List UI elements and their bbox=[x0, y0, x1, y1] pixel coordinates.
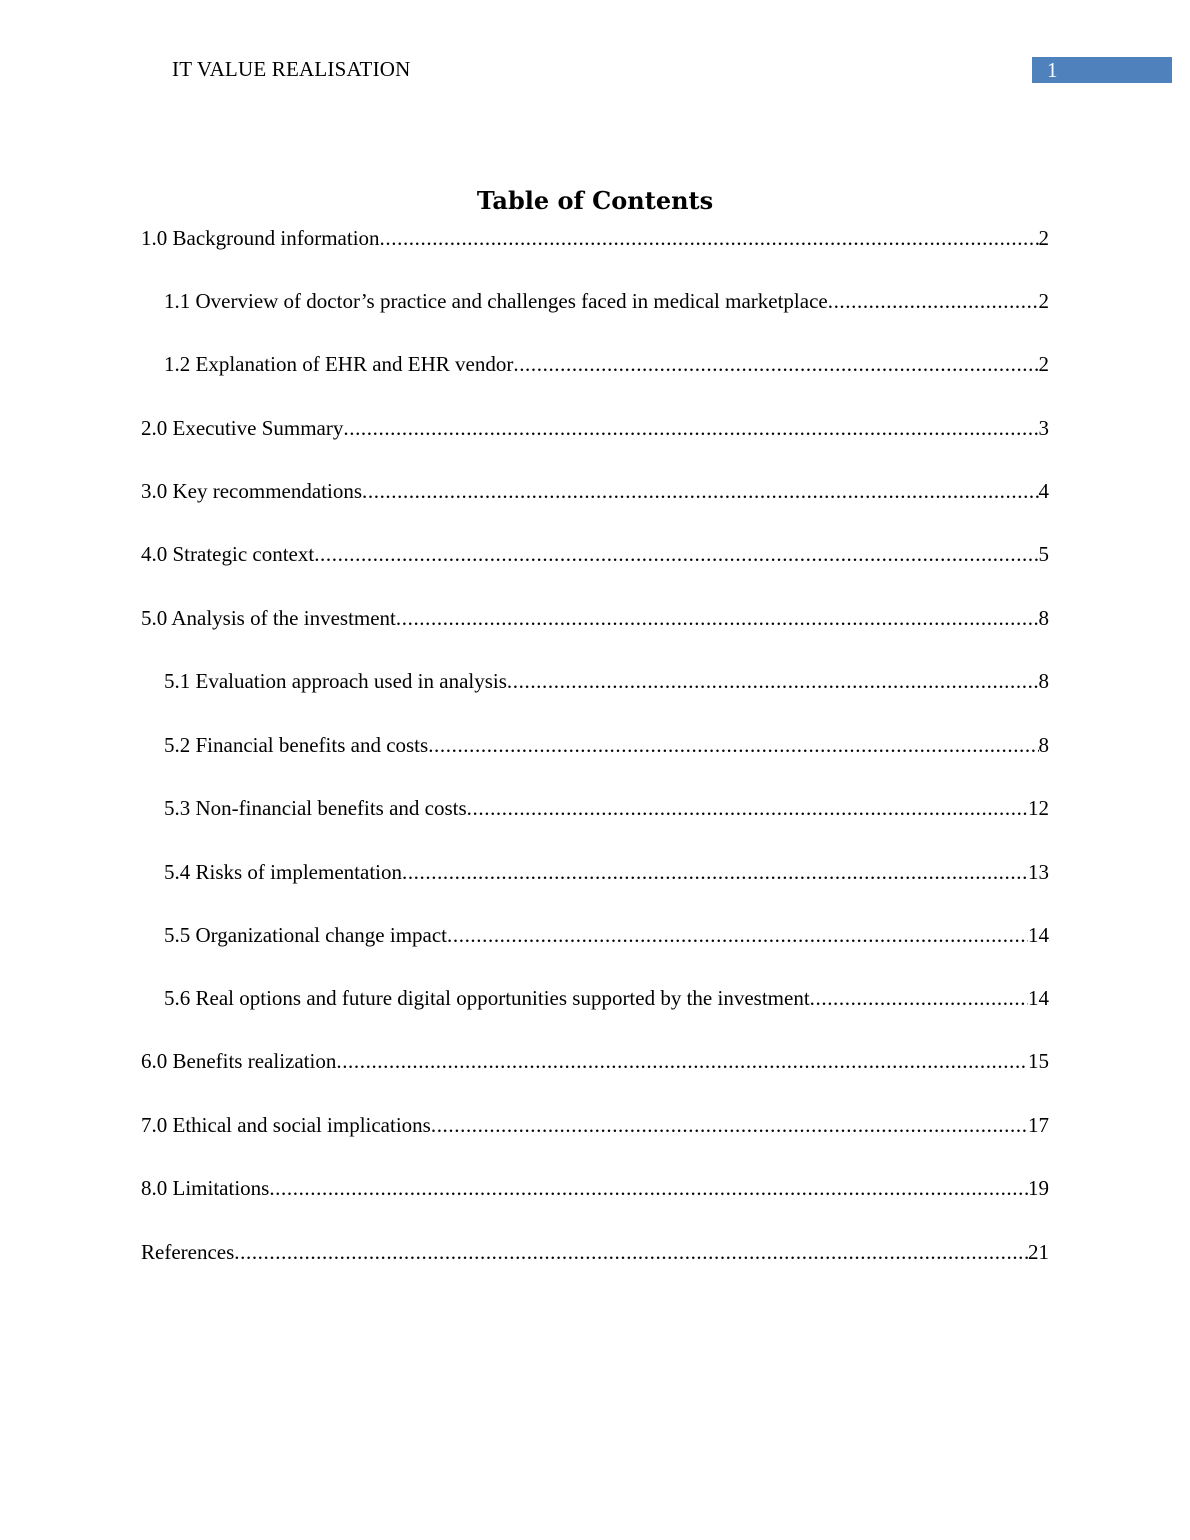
toc-entry-title: 1.2 Explanation of EHR and EHR vendor bbox=[164, 352, 514, 376]
toc-dot-leader bbox=[362, 477, 1038, 505]
toc-dot-leader bbox=[402, 858, 1028, 886]
toc-dot-leader bbox=[314, 540, 1038, 568]
toc-dot-leader bbox=[269, 1174, 1028, 1202]
toc-entry[interactable] bbox=[141, 224, 1049, 252]
toc-entry[interactable] bbox=[164, 731, 1049, 759]
toc-entry-title: 2.0 Executive Summary bbox=[141, 416, 344, 440]
toc-entry-page: 21 bbox=[1028, 1240, 1049, 1264]
toc-entry-title: 5.3 Non-financial benefits and costs bbox=[164, 796, 467, 820]
toc-entry[interactable] bbox=[141, 540, 1049, 568]
toc-entry-title: 8.0 Limitations bbox=[141, 1176, 270, 1200]
toc-entry-title: 1.0 Background information bbox=[141, 226, 380, 250]
toc-dot-leader bbox=[380, 224, 1039, 252]
toc-entry[interactable] bbox=[164, 667, 1049, 695]
toc-entry-page: 17 bbox=[1028, 1113, 1049, 1137]
toc-entry-page: 14 bbox=[1028, 986, 1049, 1010]
toc-dot-leader bbox=[507, 667, 1039, 695]
toc-entry-page: 13 bbox=[1028, 860, 1049, 884]
toc-heading: Table of Contents bbox=[476, 186, 714, 215]
toc-dot-leader bbox=[234, 1238, 1028, 1266]
toc-entry-title: 4.0 Strategic context bbox=[141, 542, 315, 566]
toc-entry[interactable] bbox=[141, 414, 1049, 442]
toc-entry[interactable] bbox=[141, 1174, 1049, 1202]
toc-entry-title: 5.2 Financial benefits and costs bbox=[164, 733, 429, 757]
toc-entry[interactable] bbox=[164, 287, 1049, 315]
toc-entry-title: 5.6 Real options and future digital opportunities supported by the investment bbox=[164, 986, 810, 1010]
toc-entry-page: 8 bbox=[1038, 733, 1049, 757]
toc-entry[interactable] bbox=[164, 858, 1049, 886]
toc-entry[interactable] bbox=[141, 477, 1049, 505]
toc-entry-title: 5.0 Analysis of the investment bbox=[141, 606, 396, 630]
toc-entry-title: 7.0 Ethical and social implications bbox=[141, 1113, 431, 1137]
toc-dot-leader bbox=[467, 794, 1028, 822]
toc-dot-leader bbox=[428, 731, 1038, 759]
toc-entry-page: 5 bbox=[1038, 542, 1049, 566]
toc-entry-page: 12 bbox=[1028, 796, 1049, 820]
toc-entry[interactable] bbox=[141, 1238, 1049, 1266]
toc-entry-title: 5.1 Evaluation approach used in analysis bbox=[164, 669, 507, 693]
running-header-title: IT VALUE REALISATION bbox=[172, 57, 411, 81]
toc-dot-leader bbox=[810, 984, 1028, 1012]
toc-entry-title: 6.0 Benefits realization bbox=[141, 1049, 337, 1073]
toc-entry-page: 19 bbox=[1028, 1176, 1049, 1200]
toc-dot-leader bbox=[513, 350, 1038, 378]
toc-entry-page: 2 bbox=[1038, 289, 1049, 313]
toc-entry[interactable] bbox=[164, 794, 1049, 822]
toc-dot-leader bbox=[396, 604, 1039, 632]
toc-entry-title: 3.0 Key recommendations bbox=[141, 479, 363, 503]
toc-dot-leader bbox=[447, 921, 1028, 949]
toc-dot-leader bbox=[431, 1111, 1028, 1139]
toc-entry-page: 15 bbox=[1028, 1049, 1049, 1073]
toc-dot-leader bbox=[828, 287, 1039, 315]
toc-entry[interactable] bbox=[141, 1047, 1049, 1075]
toc-entry[interactable] bbox=[164, 921, 1049, 949]
toc-entry-page: 2 bbox=[1038, 352, 1049, 376]
toc-entry[interactable] bbox=[141, 604, 1049, 632]
toc-entry-page: 3 bbox=[1038, 416, 1049, 440]
toc-entry[interactable] bbox=[164, 350, 1049, 378]
toc-entry-title: References bbox=[141, 1240, 235, 1264]
toc-dot-leader bbox=[336, 1047, 1028, 1075]
toc-entry-page: 14 bbox=[1028, 923, 1049, 947]
toc-entry[interactable] bbox=[164, 984, 1049, 1012]
toc-dot-leader bbox=[343, 414, 1038, 442]
toc-entry-title: 5.5 Organizational change impact bbox=[164, 923, 448, 947]
toc-entry-page: 8 bbox=[1038, 606, 1049, 630]
toc-entry[interactable] bbox=[141, 1111, 1049, 1139]
toc-entry-title: 1.1 Overview of doctor’s practice and challenges faced in medical marketplace bbox=[164, 289, 828, 313]
toc-entry-page: 4 bbox=[1038, 479, 1049, 503]
toc-entry-page: 8 bbox=[1038, 669, 1049, 693]
page-number: 1 bbox=[1047, 58, 1058, 82]
toc-entry-page: 2 bbox=[1038, 226, 1049, 250]
toc-entry-title: 5.4 Risks of implementation bbox=[164, 860, 402, 884]
